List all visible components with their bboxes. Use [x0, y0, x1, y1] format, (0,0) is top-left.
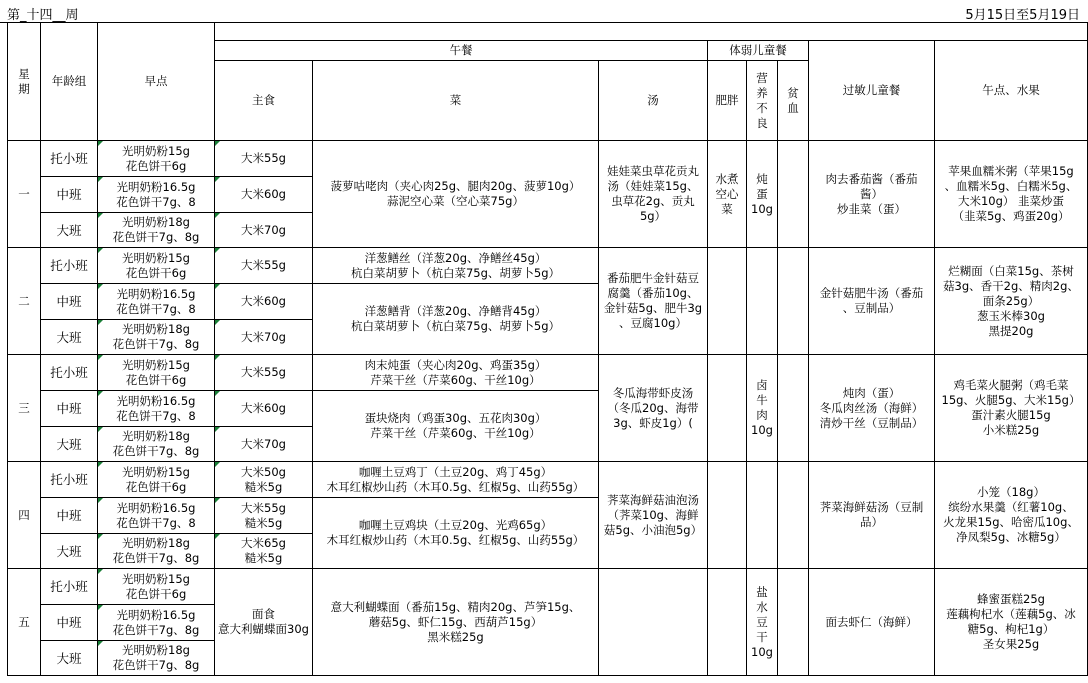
soup-cell [599, 355, 708, 462]
breakfast-cell [98, 391, 215, 427]
staple-cell-line: 大米70g [241, 436, 286, 451]
breakfast-cell-line: 光明奶粉16.5g [116, 393, 196, 408]
staple-cell [215, 320, 313, 355]
breakfast-cell-line: 光明奶粉15g [122, 464, 190, 479]
dish-cell-line: 菠萝咕咾肉（夹心肉25g、腿肉20g、菠萝10g） [330, 179, 581, 193]
dish-cell-line: 芹菜干丝（芹菜60g、干丝10g） [370, 426, 541, 440]
malnourished-cell [747, 462, 778, 569]
dish-cell-line: 木耳红椒炒山药（木耳0.5g、红椒5g、山药55g） [326, 479, 585, 494]
breakfast-cell [98, 141, 215, 177]
soup-cell-line: 金针菇5g、肥牛3g [603, 301, 703, 315]
age-group-cell: 托小班 [41, 141, 98, 177]
allergy-cell-line: 酱） [860, 186, 883, 201]
breakfast-cell-line: 花色饼干6g [125, 372, 187, 387]
staple-cell [215, 284, 313, 320]
staple-cell [215, 141, 313, 177]
anemia-cell [778, 569, 809, 676]
obese-cell-line: 空心 [715, 186, 739, 201]
breakfast-cell-line: 花色饼干7g、8 [116, 301, 196, 316]
snack-cell-line: 菇3g、香干2g、精肉2g、 [943, 278, 1079, 293]
breakfast-cell-line: 花色饼干7g、8 [116, 515, 196, 530]
snack-cell-line: 火龙果15g、哈密瓜10g、 [943, 515, 1079, 529]
snack-cell-line: 葱玉米棒30g [977, 308, 1045, 323]
staple-cell [215, 213, 313, 248]
lunch-header: 午餐 [215, 41, 708, 61]
table-row [8, 569, 1088, 605]
obese-cell [708, 141, 747, 248]
staple-header: 主食 [215, 61, 313, 141]
weekday-header: 星期 [8, 23, 41, 141]
dish-cell [313, 284, 599, 355]
breakfast-cell-line: 花色饼干7g、8g [112, 551, 200, 565]
breakfast-cell [98, 248, 215, 284]
snack-cell-line: 蜂蜜蛋糕25g [977, 592, 1045, 606]
breakfast-cell [98, 462, 215, 498]
staple-cell [215, 427, 313, 462]
allergy-header: 过敏儿童餐 [809, 41, 935, 141]
breakfast-cell-line: 花色饼干7g、8g [112, 230, 200, 244]
staple-cell [215, 248, 313, 284]
snack-cell-line: 烂糊面（白菜15g、茶树 [948, 263, 1074, 278]
malnourished-cell-line: 10g [751, 423, 773, 437]
breakfast-cell [98, 498, 215, 534]
age-group-cell: 托小班 [41, 569, 98, 605]
staple-cell-line: 大米60g [241, 294, 286, 308]
dish-cell-line: 肉末炖蛋（夹心肉20g、鸡蛋35g） [364, 357, 547, 372]
breakfast-cell-line: 花色饼干7g、8 [116, 194, 196, 209]
soup-cell [599, 462, 708, 569]
sheet-header [0, 0, 1088, 23]
dish-cell-line: 洋葱鳝丝（洋葱20g、净鳝丝45g） [364, 250, 547, 265]
malnourished-cell-line: 蛋 [756, 186, 768, 201]
table-row [8, 248, 1088, 284]
anemia-header: 贫血 [778, 61, 809, 141]
malnourished-cell [747, 569, 778, 676]
malnourished-cell-line: 豆 [756, 614, 768, 629]
allergy-cell-line: 金针菇肥牛汤（番茄 [819, 286, 924, 300]
allergy-cell-line: 、豆制品） [842, 301, 901, 315]
soup-cell-line: 汤（娃娃菜15g、 [607, 179, 699, 193]
breakfast-cell [98, 355, 215, 391]
allergy-cell [809, 141, 935, 248]
dish-cell-line: 黑米糕25g [427, 629, 484, 644]
dish-cell-line: 杭白菜胡萝卜（杭白菜75g、胡萝卜5g） [350, 265, 561, 280]
soup-cell-line: （冬瓜20g、海带 [607, 400, 699, 415]
obese-cell-line: 菜 [721, 201, 733, 216]
staple-cell-line: 大米60g [241, 401, 286, 415]
snack-cell [935, 248, 1088, 355]
soup-cell-line: 娃娃菜虫草花贡丸 [607, 164, 699, 178]
table-row [8, 141, 1088, 177]
age-group-cell: 托小班 [41, 248, 98, 284]
snack-cell [935, 355, 1088, 462]
breakfast-cell [98, 284, 215, 320]
dish-cell-line: 意大利蝴蝶面（番茄15g、精肉20g、芦笋15g、 [330, 599, 581, 614]
snack-cell-line: 莲藕枸杞水（莲藕5g、冰 [946, 607, 1076, 621]
week-label: 第_十四__周 [7, 8, 79, 23]
staple-cell-line: 大米55g [241, 258, 286, 272]
weekday-cell: 一 [8, 141, 41, 248]
soup-cell-line: 菇5g、小油泡5g） [603, 522, 703, 537]
dish-cell [313, 248, 599, 284]
snack-cell-line: 15g、火腿5g、大米15g） [941, 393, 1081, 407]
staple-cell-line: 大米70g [241, 329, 286, 344]
breakfast-cell-line: 花色饼干7g、8 [116, 408, 196, 423]
soup-cell [599, 569, 708, 676]
malnourished-cell-line: 盐 [756, 584, 768, 599]
age-group-cell: 托小班 [41, 355, 98, 391]
breakfast-cell-line: 光明奶粉15g [122, 357, 190, 372]
snack-cell-line: 苹果血糯米粥（苹果15g [948, 164, 1074, 178]
staple-cell [215, 534, 313, 569]
soup-cell [599, 248, 708, 355]
snack-cell-line: 小米糕25g [982, 423, 1040, 437]
dish-cell [313, 355, 599, 391]
soup-cell-line: 番茄肥牛金针菇豆 [607, 271, 699, 285]
age-group-cell: 中班 [41, 284, 98, 320]
obese-header: 肥胖 [708, 61, 747, 141]
weekday-cell: 四 [8, 462, 41, 569]
anemia-cell [778, 248, 809, 355]
dish-cell-line: 蛋块烧肉（鸡蛋30g、五花肉30g） [364, 411, 547, 425]
snack-cell-line: （韭菜5g、鸡蛋20g） [952, 209, 1070, 223]
staple-cell-line: 大米55g [241, 500, 286, 515]
anemia-cell [778, 462, 809, 569]
staple-cell-line: 大米55g [241, 151, 286, 165]
snack-cell [935, 141, 1088, 248]
breakfast-cell-line: 花色饼干7g、8g [112, 444, 200, 458]
allergy-cell [809, 462, 935, 569]
allergy-cell-line: 荠菜海鲜菇汤（豆制 [819, 500, 924, 514]
soup-cell-line: 3g、虾皮1g）( [613, 415, 693, 430]
staple-cell [215, 391, 313, 427]
dish-cell [313, 462, 599, 498]
breakfast-cell-line: 花色饼干7g、8g [112, 622, 200, 637]
age-group-cell: 中班 [41, 498, 98, 534]
obese-cell [708, 248, 747, 355]
soup-cell-line: 虫草花2g、贡丸 [611, 194, 695, 208]
allergy-cell [809, 355, 935, 462]
breakfast-cell [98, 605, 215, 641]
breakfast-cell-line: 光明奶粉15g [122, 571, 190, 586]
table-row [8, 462, 1088, 498]
snack-cell-line: 、血糯米5g、白糯米5g、 [944, 179, 1078, 193]
malnourished-cell-line: 肉 [756, 408, 768, 422]
staple-cell-line: 糙米5g [244, 551, 283, 565]
staple-cell [215, 177, 313, 213]
malnourished-cell [747, 355, 778, 462]
snack-cell [935, 569, 1088, 676]
age-group-cell: 中班 [41, 177, 98, 213]
allergy-cell-line: 肉去番茄酱（番茄 [825, 171, 918, 186]
dish-header: 菜 [313, 61, 599, 141]
dish-cell-line: 咖喱土豆鸡块（土豆20g、光鸡65g） [358, 518, 553, 532]
dish-cell [313, 498, 599, 569]
weekday-cell: 三 [8, 355, 41, 462]
age-group-cell: 大班 [41, 641, 98, 676]
allergy-cell-line: 清炒干丝（豆制品） [819, 415, 924, 430]
breakfast-cell-line: 光明奶粉16.5g [116, 286, 196, 301]
malnourished-cell-line: 10g [751, 644, 773, 659]
breakfast-cell [98, 641, 215, 676]
age-group-cell: 中班 [41, 605, 98, 641]
soup-cell [599, 141, 708, 248]
dish-cell-line: 杭白菜胡萝卜（杭白菜75g、胡萝卜5g） [350, 319, 561, 333]
malnourished-cell-line: 水 [756, 599, 768, 614]
dish-cell [313, 569, 599, 676]
age-group-cell: 大班 [41, 320, 98, 355]
age-group-cell: 托小班 [41, 462, 98, 498]
allergy-cell-line: 冬瓜肉丝汤（海鲜） [819, 400, 924, 415]
malnourished-cell-line: 炖 [756, 171, 768, 186]
breakfast-cell-line: 花色饼干6g [125, 158, 187, 173]
breakfast-cell-line: 花色饼干6g [125, 586, 187, 601]
soup-cell-line: 冬瓜海带虾皮汤 [612, 385, 694, 400]
allergy-cell-line: 炖肉（蛋） [842, 385, 901, 400]
breakfast-cell-line: 花色饼干6g [125, 265, 187, 280]
malnourished-cell-line: 10g [751, 201, 773, 216]
soup-cell-line: 5g） [639, 209, 667, 223]
breakfast-cell-line: 光明奶粉16.5g [116, 500, 196, 515]
soup-cell-line: （荠菜10g、海鲜 [607, 507, 699, 522]
obese-cell [708, 569, 747, 676]
malnourished-cell-line: 卤 [756, 378, 768, 392]
obese-cell-line: 水煮 [715, 171, 739, 186]
malnourished-header: 营养不良 [747, 61, 778, 141]
breakfast-cell-line: 光明奶粉18g [122, 322, 190, 336]
weekly-menu-table [7, 22, 1088, 676]
dish-cell-line: 咖喱土豆鸡丁（土豆20g、鸡丁45g） [358, 464, 553, 479]
breakfast-cell-line: 光明奶粉18g [122, 215, 190, 229]
allergy-cell-line: 炒韭菜（蛋） [837, 201, 906, 216]
breakfast-cell [98, 177, 215, 213]
breakfast-cell-line: 花色饼干7g、8g [112, 658, 200, 672]
table-row [8, 355, 1088, 391]
anemia-cell [778, 355, 809, 462]
dish-cell [313, 391, 599, 462]
staple-cell-line: 意大利蝴蝶面30g [218, 622, 309, 636]
date-range: 5月15日至5月19日 [965, 8, 1080, 23]
breakfast-cell-line: 光明奶粉16.5g [116, 179, 196, 194]
breakfast-cell-line: 光明奶粉16.5g [116, 607, 196, 622]
dish-cell-line: 芹菜干丝（芹菜60g、干丝10g） [370, 372, 541, 387]
header-blank [215, 23, 1088, 41]
dish-cell-line: 蒜泥空心菜（空心菜75g） [387, 194, 524, 208]
breakfast-cell [98, 534, 215, 569]
malnourished-cell-line: 牛 [756, 393, 768, 407]
staple-cell-line: 糙米5g [244, 515, 283, 530]
staple-cell [215, 498, 313, 534]
snack-cell-line: 圣女果25g [982, 637, 1040, 651]
breakfast-cell-line: 光明奶粉15g [122, 250, 190, 265]
breakfast-cell [98, 213, 215, 248]
obese-cell [708, 462, 747, 569]
breakfast-cell [98, 320, 215, 355]
breakfast-cell-line: 光明奶粉15g [122, 143, 190, 158]
soup-cell-line: 、豆腐10g） [619, 316, 687, 330]
age-group-cell: 中班 [41, 391, 98, 427]
snack-header: 午点、水果 [935, 41, 1088, 141]
snack-cell-line: 大米10g） 韭菜炒蛋 [957, 194, 1065, 208]
anemia-cell [778, 141, 809, 248]
staple-cell [215, 569, 313, 676]
snack-cell-line: 鸡毛菜火腿粥（鸡毛菜 [953, 378, 1069, 392]
breakfast-header: 早点 [98, 23, 215, 141]
staple-cell [215, 355, 313, 391]
snack-cell-line: 蛋汁素火腿15g [971, 408, 1051, 422]
staple-cell-line: 糙米5g [244, 479, 283, 494]
dish-cell-line: 木耳红椒炒山药（木耳0.5g、红椒5g、山药55g） [326, 533, 585, 547]
allergy-cell [809, 569, 935, 676]
snack-cell-line: 净凤梨5g、冰糖5g） [956, 530, 1066, 544]
snack-cell [935, 462, 1088, 569]
obese-cell [708, 355, 747, 462]
breakfast-cell-line: 光明奶粉18g [122, 429, 190, 443]
age-group-cell: 大班 [41, 534, 98, 569]
malnourished-cell [747, 141, 778, 248]
breakfast-cell-line: 光明奶粉18g [122, 536, 190, 550]
allergy-cell-line: 品） [860, 515, 883, 529]
snack-cell-line: 黑提20g [988, 323, 1034, 338]
breakfast-cell [98, 569, 215, 605]
age-group-header: 年龄组 [41, 23, 98, 141]
breakfast-cell-line: 光明奶粉18g [122, 643, 190, 657]
snack-cell-line: 糖5g、枸杞1g） [967, 622, 1055, 636]
staple-cell-line: 大米55g [241, 365, 286, 379]
age-group-cell: 大班 [41, 427, 98, 462]
weekday-cell: 五 [8, 569, 41, 676]
weak-diet-header: 体弱儿童餐 [708, 41, 809, 61]
allergy-cell-line: 面去虾仁（海鲜） [825, 614, 918, 629]
staple-cell-line: 大米65g [241, 536, 286, 550]
age-group-cell: 大班 [41, 213, 98, 248]
soup-header: 汤 [599, 61, 708, 141]
dish-cell [313, 141, 599, 248]
allergy-cell [809, 248, 935, 355]
staple-cell-line: 面食 [252, 607, 275, 621]
staple-cell-line: 大米50g [241, 464, 286, 479]
snack-cell-line: 小笼（18g） [977, 485, 1045, 499]
dish-cell-line: 洋葱鳝背（洋葱20g、净鳝背45g） [364, 304, 547, 318]
weekday-cell: 二 [8, 248, 41, 355]
snack-cell-line: 缤纷水果羹（红薯10g、 [948, 500, 1074, 514]
staple-cell-line: 大米70g [241, 222, 286, 237]
staple-cell-line: 大米60g [241, 187, 286, 201]
soup-cell-line: 腐羹（番茄10g、 [607, 286, 699, 300]
breakfast-cell [98, 427, 215, 462]
staple-cell [215, 462, 313, 498]
malnourished-cell [747, 248, 778, 355]
breakfast-cell-line: 花色饼干6g [125, 479, 187, 494]
soup-cell-line: 荠菜海鲜菇油泡汤 [607, 492, 699, 507]
snack-cell-line: 面条25g） [982, 293, 1040, 308]
breakfast-cell-line: 花色饼干7g、8g [112, 337, 200, 351]
malnourished-cell-line: 干 [756, 629, 768, 644]
dish-cell-line: 蘑菇5g、虾仁15g、西葫芦15g） [368, 614, 543, 629]
